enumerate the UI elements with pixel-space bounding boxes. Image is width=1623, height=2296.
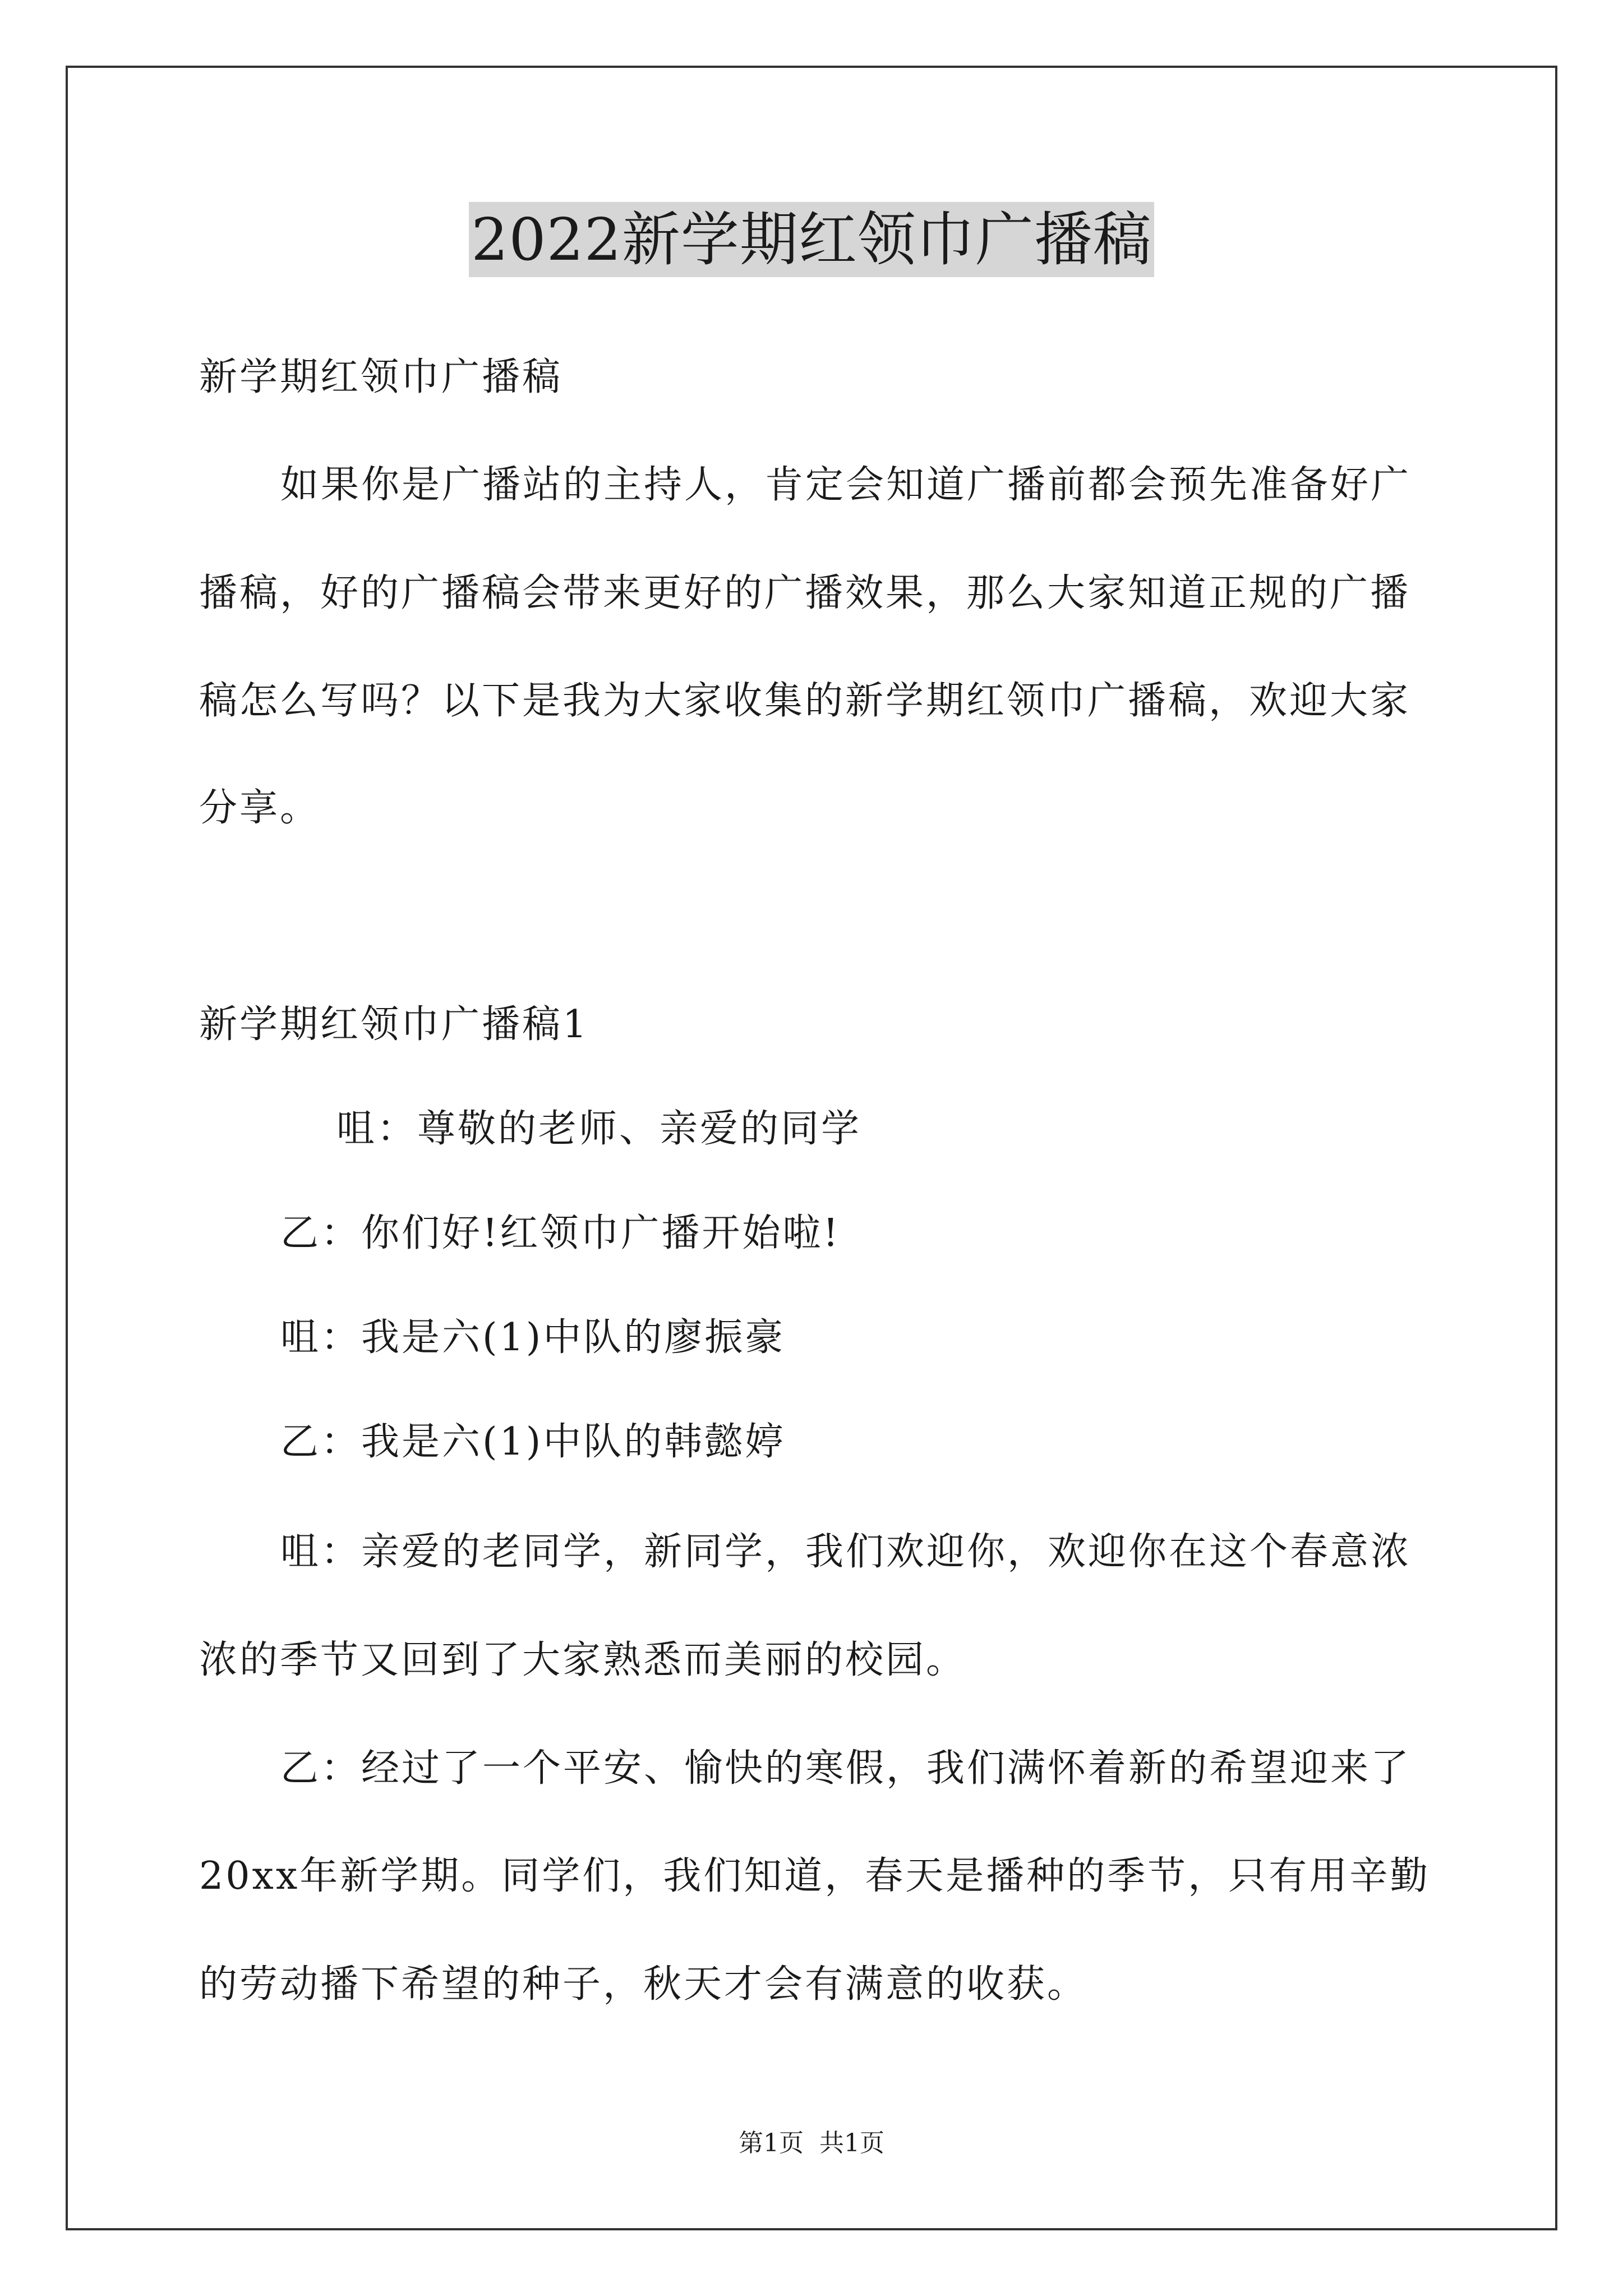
body-line-9: 的劳动播下希望的种子，秋天才会有满意的收获。 xyxy=(199,1962,1088,2007)
page-footer xyxy=(0,2128,1623,2159)
page-number-total: 共1页 xyxy=(819,2129,884,2157)
section-title: 新学期红领巾广播稿1 xyxy=(199,1002,589,1047)
intro-line-1: 如果你是广播站的主持人，肯定会知道广播前都会预先准备好广 xyxy=(280,463,1412,507)
body-line-6: 浓的季节又回到了大家熟悉而美丽的校园。 xyxy=(199,1638,967,1682)
document-title: 2022新学期红领巾广播稿 xyxy=(469,202,1154,277)
intro-line-2: 播稿，好的广播稿会带来更好的广播效果，那么大家知道正规的广播 xyxy=(199,571,1411,615)
intro-line-3: 稿怎么写吗？以下是我为大家收集的新学期红领巾广播稿，欢迎大家 xyxy=(199,679,1411,723)
intro-line-4: 分享。 xyxy=(199,786,321,830)
title-container xyxy=(0,202,1623,277)
body-line-2: 乙：你们好!红领巾广播开始啦! xyxy=(280,1211,841,1255)
document-subtitle: 新学期红领巾广播稿 xyxy=(199,355,563,399)
body-line-5: 咀：亲爱的老同学，新同学，我们欢迎你，欢迎你在这个春意浓 xyxy=(280,1530,1412,1574)
body-line-7: 乙：经过了一个平安、愉快的寒假，我们满怀着新的希望迎来了 xyxy=(280,1746,1412,1791)
body-line-8: 20xx年新学期。同学们，我们知道，春天是播种的季节，只有用辛勤 xyxy=(199,1854,1431,1898)
page-number-current: 第1页 xyxy=(739,2129,804,2157)
body-line-1: 咀：尊敬的老师、亲爱的同学 xyxy=(336,1107,862,1151)
body-line-3: 咀：我是六(1)中队的廖振豪 xyxy=(280,1315,786,1360)
body-line-4: 乙：我是六(1)中队的韩懿婷 xyxy=(280,1420,786,1464)
